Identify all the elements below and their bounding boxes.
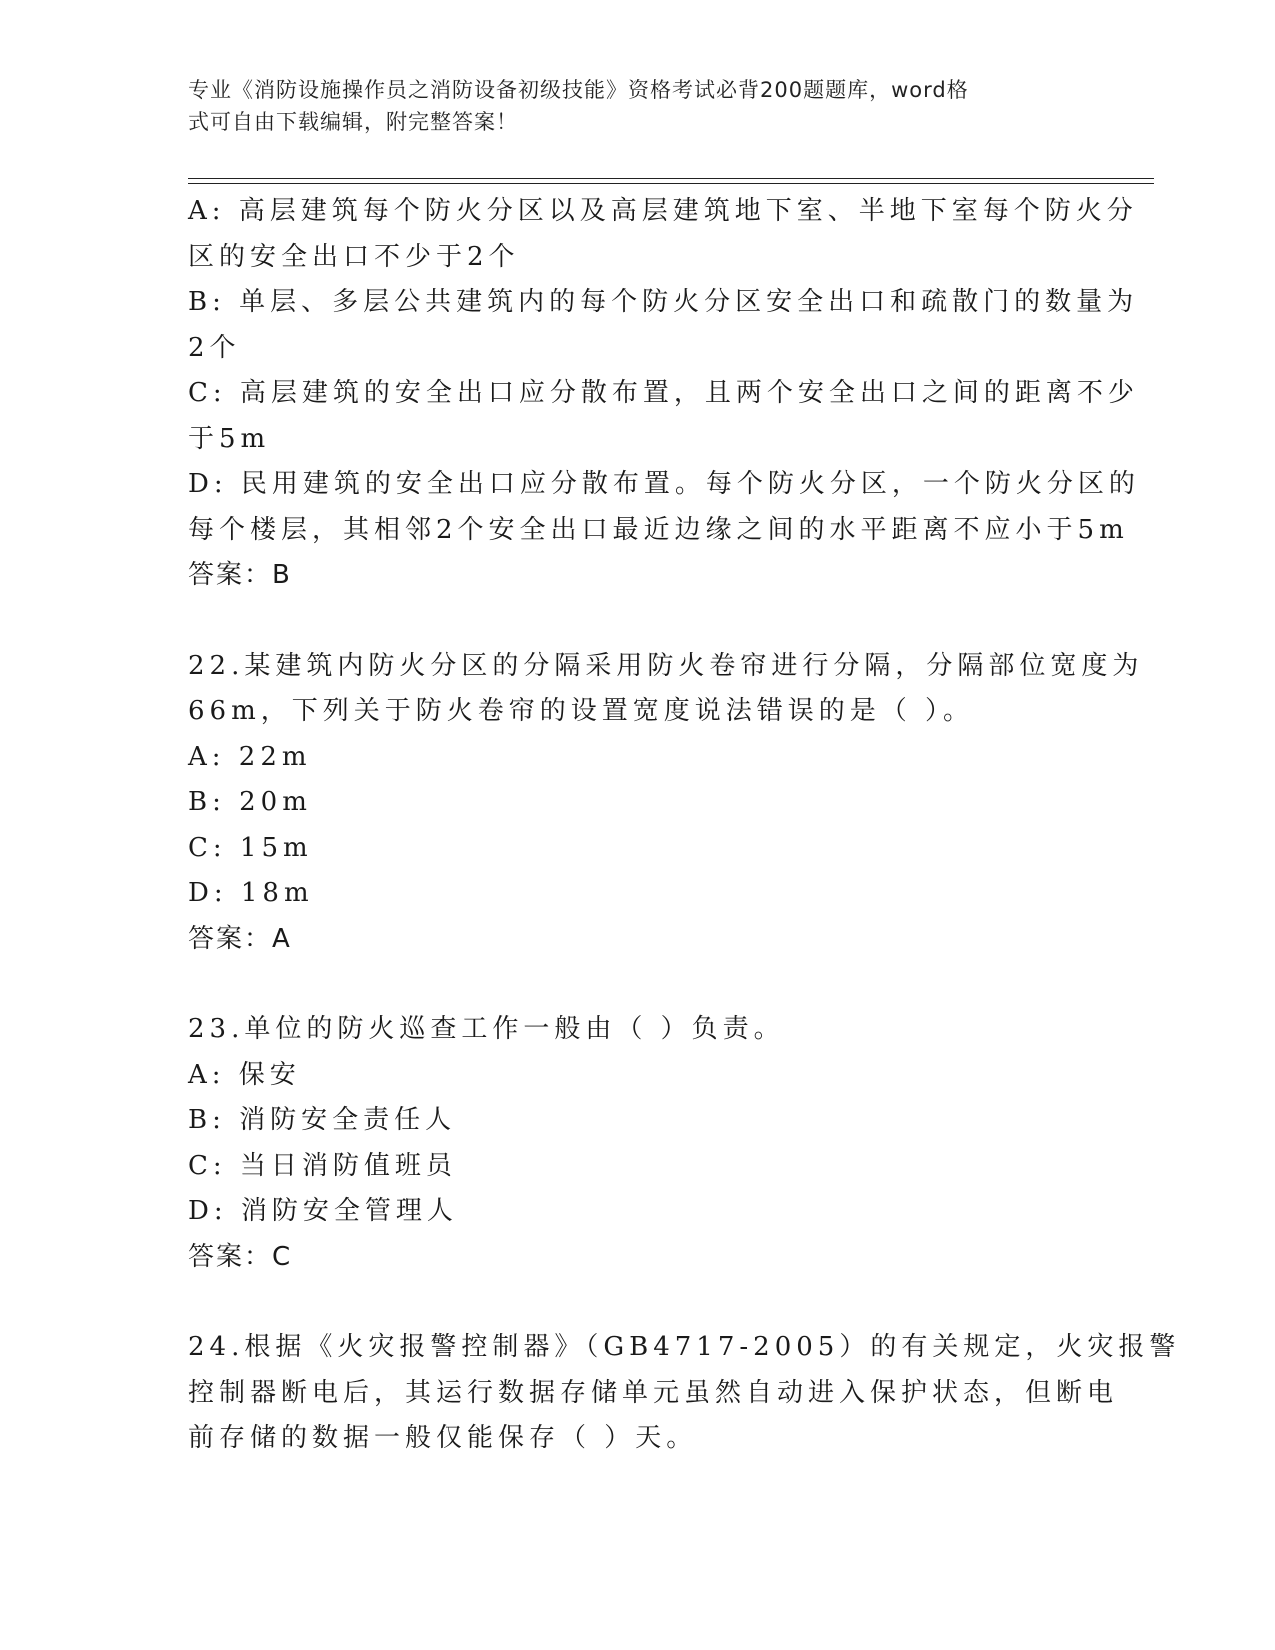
- option-d: D: 消防安全管理人: [188, 1196, 458, 1226]
- header-rule-top: [188, 178, 1154, 179]
- option-a: A: 22m: [188, 741, 312, 772]
- question-21: [188, 189, 1140, 599]
- question-stem-line-1: 24.根据《火灾报警控制器》（GB4717-2005）的有关规定，火灾报警: [188, 1332, 1181, 1362]
- question-24: [188, 1325, 1181, 1462]
- option-c: C: 15m: [188, 832, 313, 863]
- option-b-line-1: B: 单层、多层公共建筑内的每个防火分区安全出口和疏散门的数量为: [188, 287, 1139, 317]
- option-b: B: 20m: [188, 787, 312, 817]
- header-line-1: 专业《消防设施操作员之消防设备初级技能》资格考试必背200题题库，word格: [188, 78, 969, 102]
- option-c-line-2: 于5m: [188, 423, 271, 454]
- option-b-line-2: 2个: [188, 332, 241, 363]
- header-rule-bottom: [188, 183, 1154, 184]
- header-line-2: 式可自由下载编辑，附完整答案！: [188, 110, 518, 134]
- option-d: D: 18m: [188, 878, 314, 908]
- option-a-line-1: A: 高层建筑每个防火分区以及高层建筑地下室、半地下室每个防火分: [188, 196, 1138, 226]
- question-stem-line-1: 23.单位的防火巡查工作一般由（ ）负责。: [188, 1014, 785, 1044]
- answer-21: 答案：B: [188, 560, 292, 590]
- question-list: [188, 189, 1181, 1462]
- question-stem-line-3: 前存储的数据一般仅能保存（ ）天。: [188, 1423, 698, 1453]
- option-d-line-2: 每个楼层，其相邻2个安全出口最近边缘之间的水平距离不应小于5m: [188, 514, 1129, 545]
- option-d-line-1: D: 民用建筑的安全出口应分散布置。每个防火分区，一个防火分区的: [188, 469, 1140, 499]
- option-b: B: 消防安全责任人: [188, 1105, 457, 1135]
- answer-22: 答案：A: [188, 923, 292, 954]
- question-stem-line-2: 控制器断电后，其运行数据存储单元虽然自动进入保护状态，但断电: [188, 1377, 1119, 1408]
- option-a: A: 保安: [188, 1059, 301, 1090]
- question-stem-line-1: 22.某建筑内防火分区的分隔采用防火卷帘进行分隔，分隔部位宽度为: [188, 650, 1144, 681]
- option-c: C: 当日消防值班员: [188, 1150, 457, 1181]
- option-a-line-2: 区的安全出口不少于2个: [188, 241, 520, 272]
- question-22: [188, 644, 1144, 963]
- document-header: [188, 74, 1068, 138]
- question-23: [188, 1007, 1088, 1280]
- question-stem-line-2: 66m，下列关于防火卷帘的设置宽度说法错误的是（ ）。: [188, 696, 975, 726]
- option-c-line-1: C: 高层建筑的安全出口应分散布置，且两个安全出口之间的距离不少: [188, 378, 1139, 408]
- answer-23: 答案：C: [188, 1241, 293, 1272]
